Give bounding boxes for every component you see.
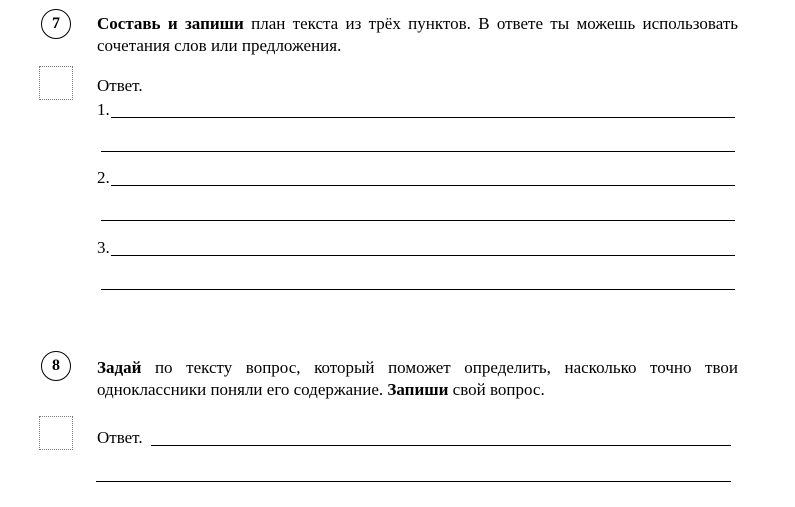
task-8-answer-line-2[interactable] bbox=[96, 481, 731, 482]
task-8-answer-box[interactable] bbox=[39, 416, 73, 450]
task-8-text bbox=[97, 357, 738, 401]
task-7-instruction: план текста из трёх пунктов. В ответе ты можешь использовать сочетания слов или предложения. bbox=[97, 14, 738, 55]
task-8-bold-verb-2: Запиши bbox=[387, 380, 449, 399]
task-8-answer-label: Ответ. bbox=[97, 428, 143, 447]
task-7-item-1-label: 1. bbox=[97, 100, 110, 119]
task-7-item-3-line[interactable] bbox=[111, 255, 735, 256]
task-8-answer-line-1[interactable] bbox=[151, 445, 731, 446]
task-7-answer-label: Ответ. bbox=[97, 76, 143, 95]
task-8-instruction-end: свой вопрос. bbox=[448, 380, 545, 399]
task-7-item-2-line[interactable] bbox=[111, 185, 735, 186]
task-7-bold-verb: Составь и запиши bbox=[97, 14, 244, 33]
task-7-item-1-line-2[interactable] bbox=[101, 151, 735, 152]
task-7-item-1-line[interactable] bbox=[111, 117, 735, 118]
task-7-item-3-label: 3. bbox=[97, 238, 110, 257]
task-7-number: 7 bbox=[41, 9, 71, 39]
task-7-item-2-line-2[interactable] bbox=[101, 220, 735, 221]
task-8-instruction: по тексту вопрос, который поможет определить, насколько точно твои одноклассники поняли его содержание. bbox=[97, 358, 738, 399]
task-8-number: 8 bbox=[41, 351, 71, 381]
task-7-text bbox=[97, 13, 738, 57]
task-7-item-2-label: 2. bbox=[97, 168, 110, 187]
task-7-answer-box[interactable] bbox=[39, 66, 73, 100]
task-8-bold-verb-1: Задай bbox=[97, 358, 142, 377]
task-7-item-3-line-2[interactable] bbox=[101, 289, 735, 290]
